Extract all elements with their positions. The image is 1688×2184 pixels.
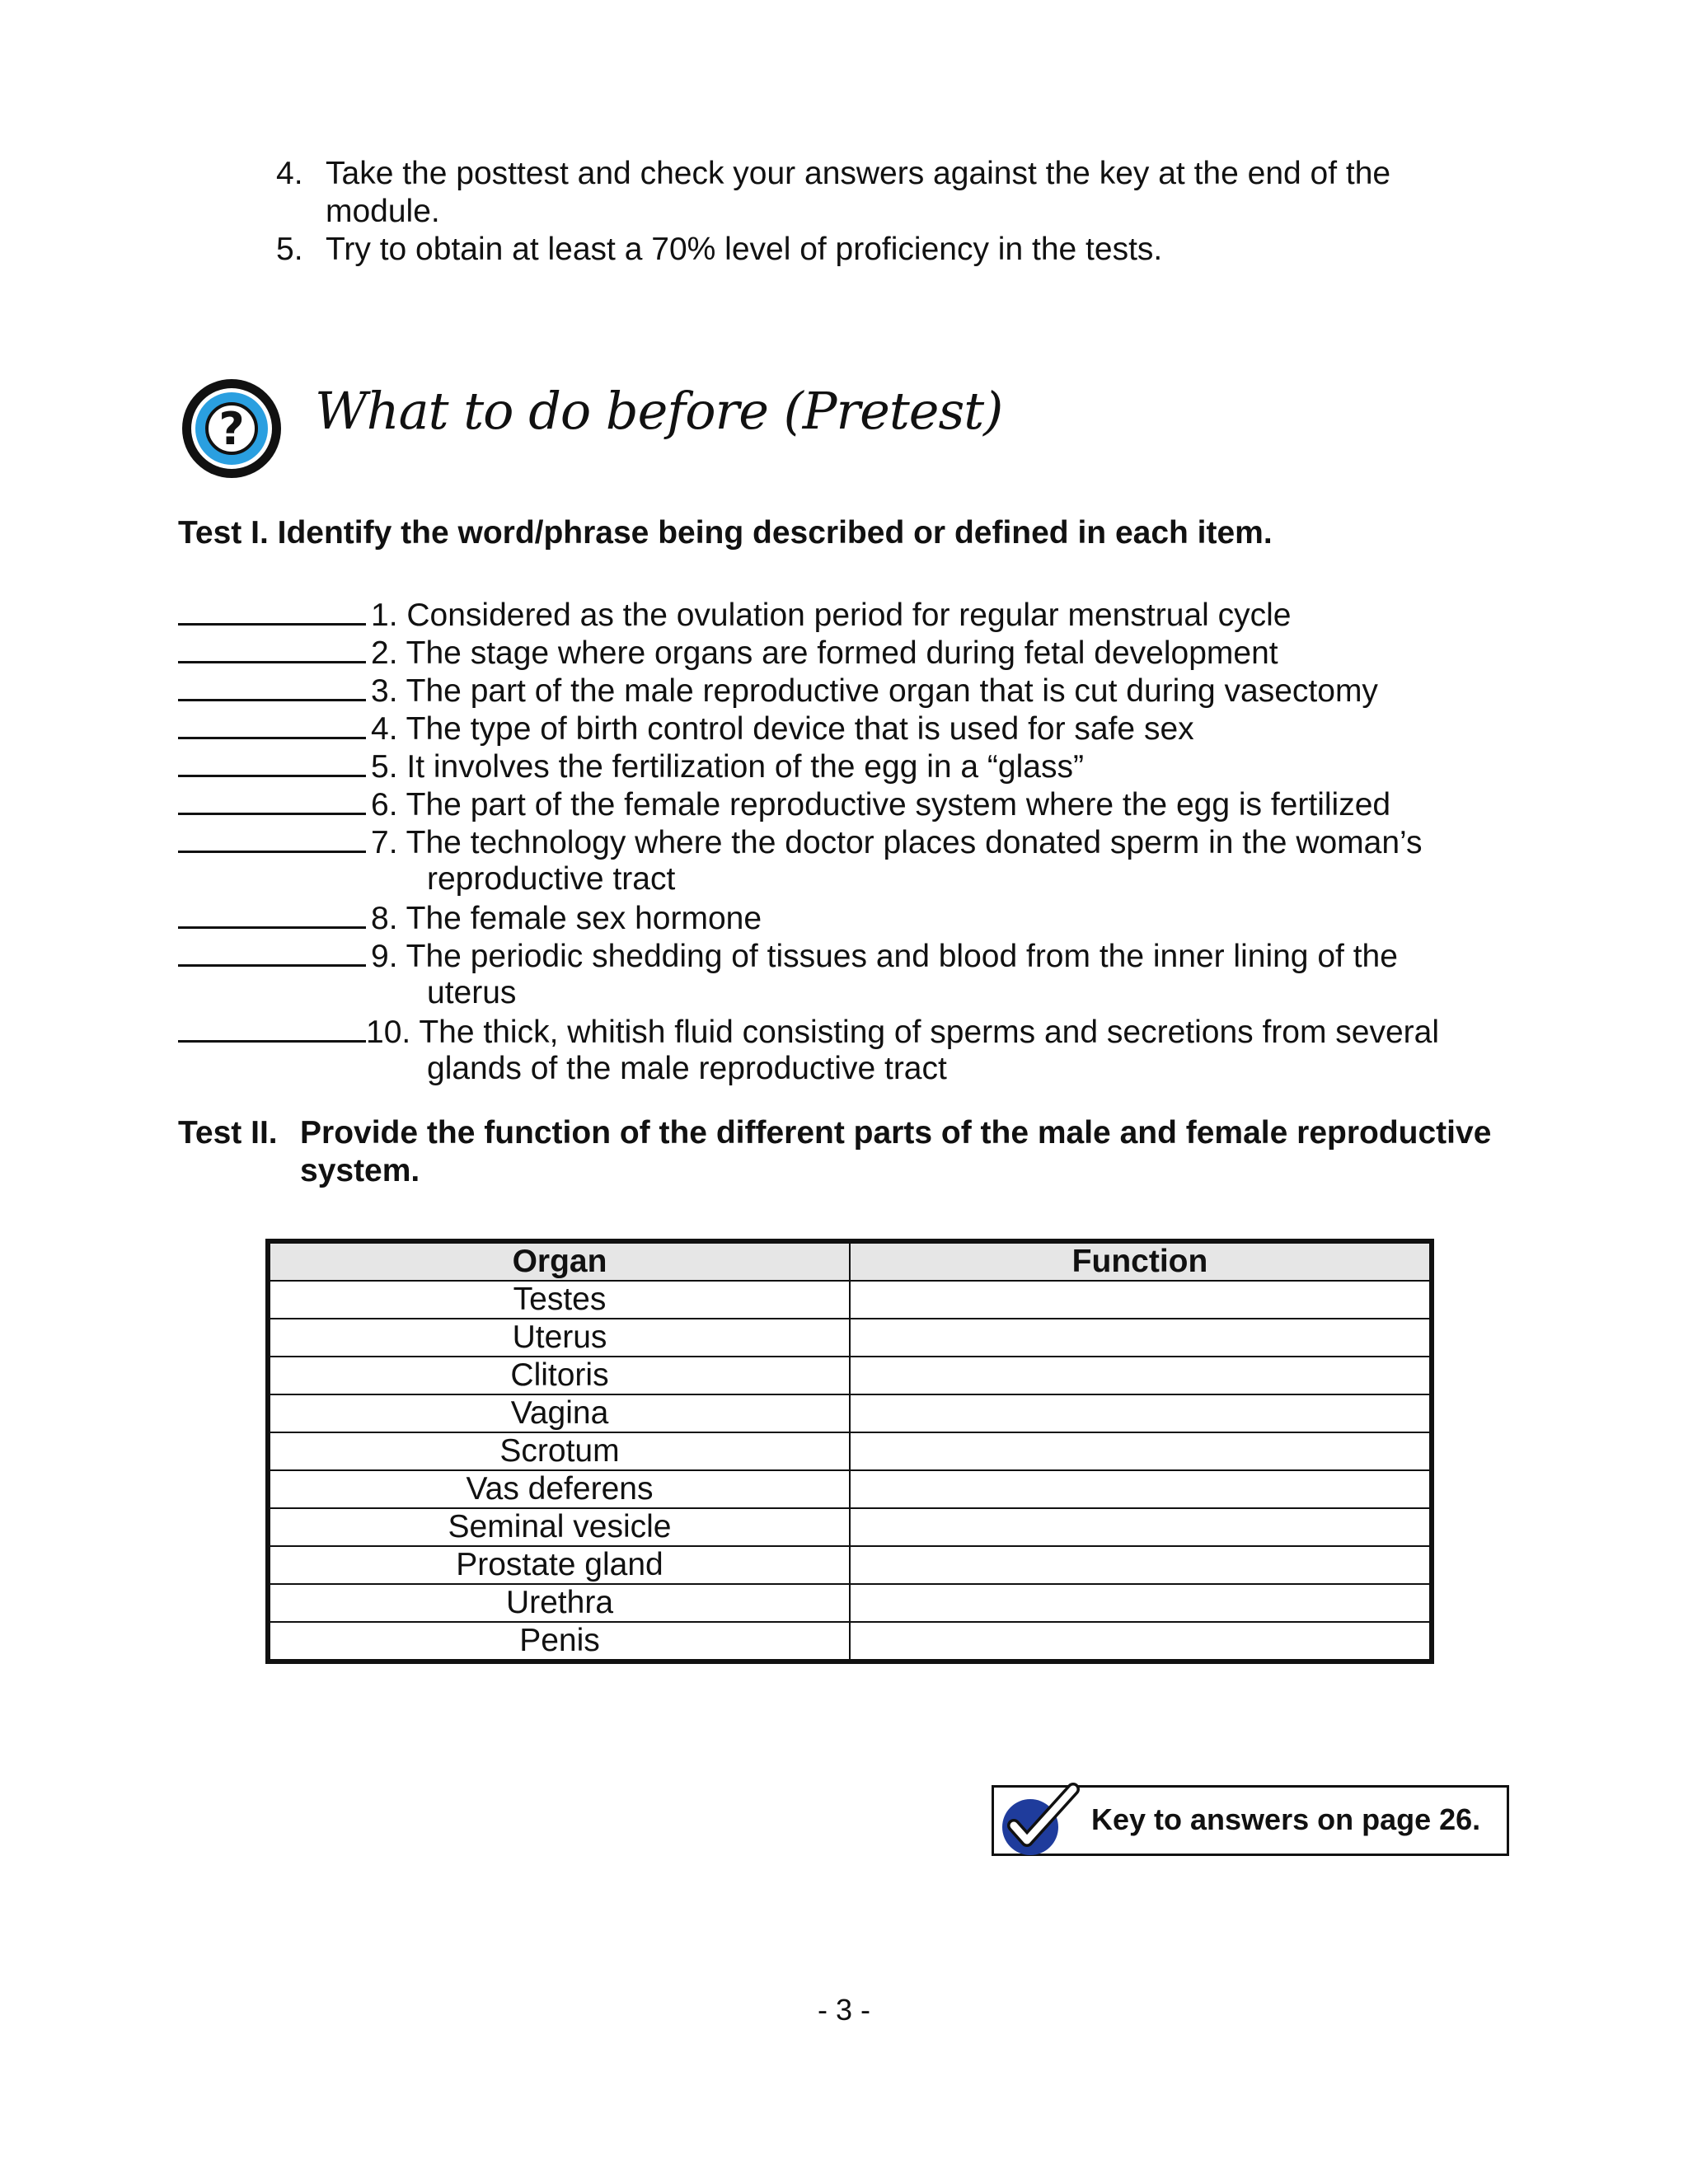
organ-function-table (265, 1239, 1434, 1664)
item-text: 8. The female sex hormone (371, 901, 762, 936)
table-row (268, 1470, 1432, 1508)
organ-cell: Seminal vesicle (268, 1508, 850, 1546)
column-header-function: Function (850, 1241, 1432, 1281)
answer-blank[interactable] (178, 823, 366, 853)
table-row (268, 1546, 1432, 1584)
item-text: 4. The type of birth control device that is used for safe sex (371, 711, 1194, 747)
answer-key-label: Key to answers on page 26. (1091, 1802, 1481, 1836)
answer-blank[interactable] (178, 936, 366, 967)
column-header-organ: Organ (268, 1241, 850, 1281)
item-text-cont: uterus (427, 975, 517, 1010)
function-cell[interactable] (850, 1319, 1432, 1357)
list-item (178, 898, 1530, 936)
test2-heading: Provide the function of the different parts of the male and female reproductive (300, 1115, 1492, 1151)
answer-blank[interactable] (178, 898, 366, 929)
item-text: 2. The stage where organs are formed during fetal development (371, 635, 1278, 671)
section-title: What to do before (Pretest) (315, 381, 1003, 441)
function-cell[interactable] (850, 1281, 1432, 1319)
instruction-text-cont: module. (326, 194, 440, 229)
list-item (178, 671, 1530, 709)
table-header-row (268, 1241, 1432, 1281)
organ-cell: Testes (268, 1281, 850, 1319)
item-text-cont: reproductive tract (427, 861, 676, 897)
instruction-5 (276, 231, 1517, 269)
instruction-text: Take the posttest and check your answers against the key at the end of the (326, 156, 1391, 191)
function-cell[interactable] (850, 1622, 1432, 1661)
table-row (268, 1281, 1432, 1319)
function-cell[interactable] (850, 1508, 1432, 1546)
list-item (178, 595, 1530, 633)
test1-items (178, 595, 1530, 1088)
item-text: 9. The periodic shedding of tissues and blood from the inner lining of the (371, 939, 1398, 974)
organ-cell: Scrotum (268, 1432, 850, 1470)
svg-text:?: ? (218, 403, 245, 455)
item-text: 1. Considered as the ovulation period for regular menstrual cycle (371, 598, 1292, 633)
function-cell[interactable] (850, 1546, 1432, 1584)
list-item (178, 633, 1530, 671)
instruction-number: 4. (276, 156, 303, 191)
item-text: 6. The part of the female reproductive system where the egg is fertilized (371, 787, 1391, 823)
organ-cell: Vagina (268, 1394, 850, 1432)
instruction-text: Try to obtain at least a 70% level of proficiency in the tests. (326, 232, 1163, 267)
list-item (178, 936, 1530, 1012)
item-text: 5. It involves the fertilization of the egg in a “glass” (371, 749, 1084, 785)
organ-cell: Uterus (268, 1319, 850, 1357)
answer-blank[interactable] (178, 785, 366, 815)
item-text: 3. The part of the male reproductive organ that is cut during vasectomy (371, 673, 1378, 709)
organ-cell: Urethra (268, 1584, 850, 1622)
table-row (268, 1432, 1432, 1470)
item-text: 10. The thick, whitish fluid consisting of sperms and secretions from several (366, 1015, 1440, 1050)
table-row (268, 1622, 1432, 1661)
table-row (268, 1394, 1432, 1432)
list-item (178, 785, 1530, 823)
test2-heading-cont: system. (300, 1153, 420, 1188)
answer-blank[interactable] (178, 747, 366, 777)
answer-key-note (992, 1785, 1509, 1856)
table-row (268, 1584, 1432, 1622)
item-text-cont: glands of the male reproductive tract (427, 1051, 947, 1086)
answer-blank[interactable] (178, 633, 366, 663)
list-item (178, 709, 1530, 747)
table-row (268, 1357, 1432, 1394)
organ-cell: Penis (268, 1622, 850, 1661)
list-item (178, 1012, 1530, 1088)
list-item (178, 747, 1530, 785)
function-cell[interactable] (850, 1394, 1432, 1432)
organ-cell: Vas deferens (268, 1470, 850, 1508)
function-cell[interactable] (850, 1357, 1432, 1394)
answer-blank[interactable] (178, 671, 366, 701)
function-cell[interactable] (850, 1584, 1432, 1622)
answer-blank[interactable] (178, 709, 366, 739)
list-item (178, 823, 1530, 898)
item-text: 7. The technology where the doctor places donated sperm in the woman’s (371, 825, 1423, 860)
answer-blank[interactable] (178, 1012, 366, 1043)
function-cell[interactable] (850, 1432, 1432, 1470)
organ-cell: Clitoris (268, 1357, 850, 1394)
page-number: - 3 - (817, 1993, 870, 2027)
function-cell[interactable] (850, 1470, 1432, 1508)
instruction-number: 5. (276, 232, 303, 267)
checkmark-icon (997, 1783, 1080, 1858)
question-icon (178, 375, 285, 482)
instruction-4 (276, 155, 1517, 231)
table-row (268, 1508, 1432, 1546)
table-row (268, 1319, 1432, 1357)
answer-blank[interactable] (178, 595, 366, 626)
test2-label: Test II. (178, 1115, 278, 1151)
organ-cell: Prostate gland (268, 1546, 850, 1584)
test1-heading: Test I. Identify the word/phrase being described or defined in each item. (178, 515, 1273, 551)
